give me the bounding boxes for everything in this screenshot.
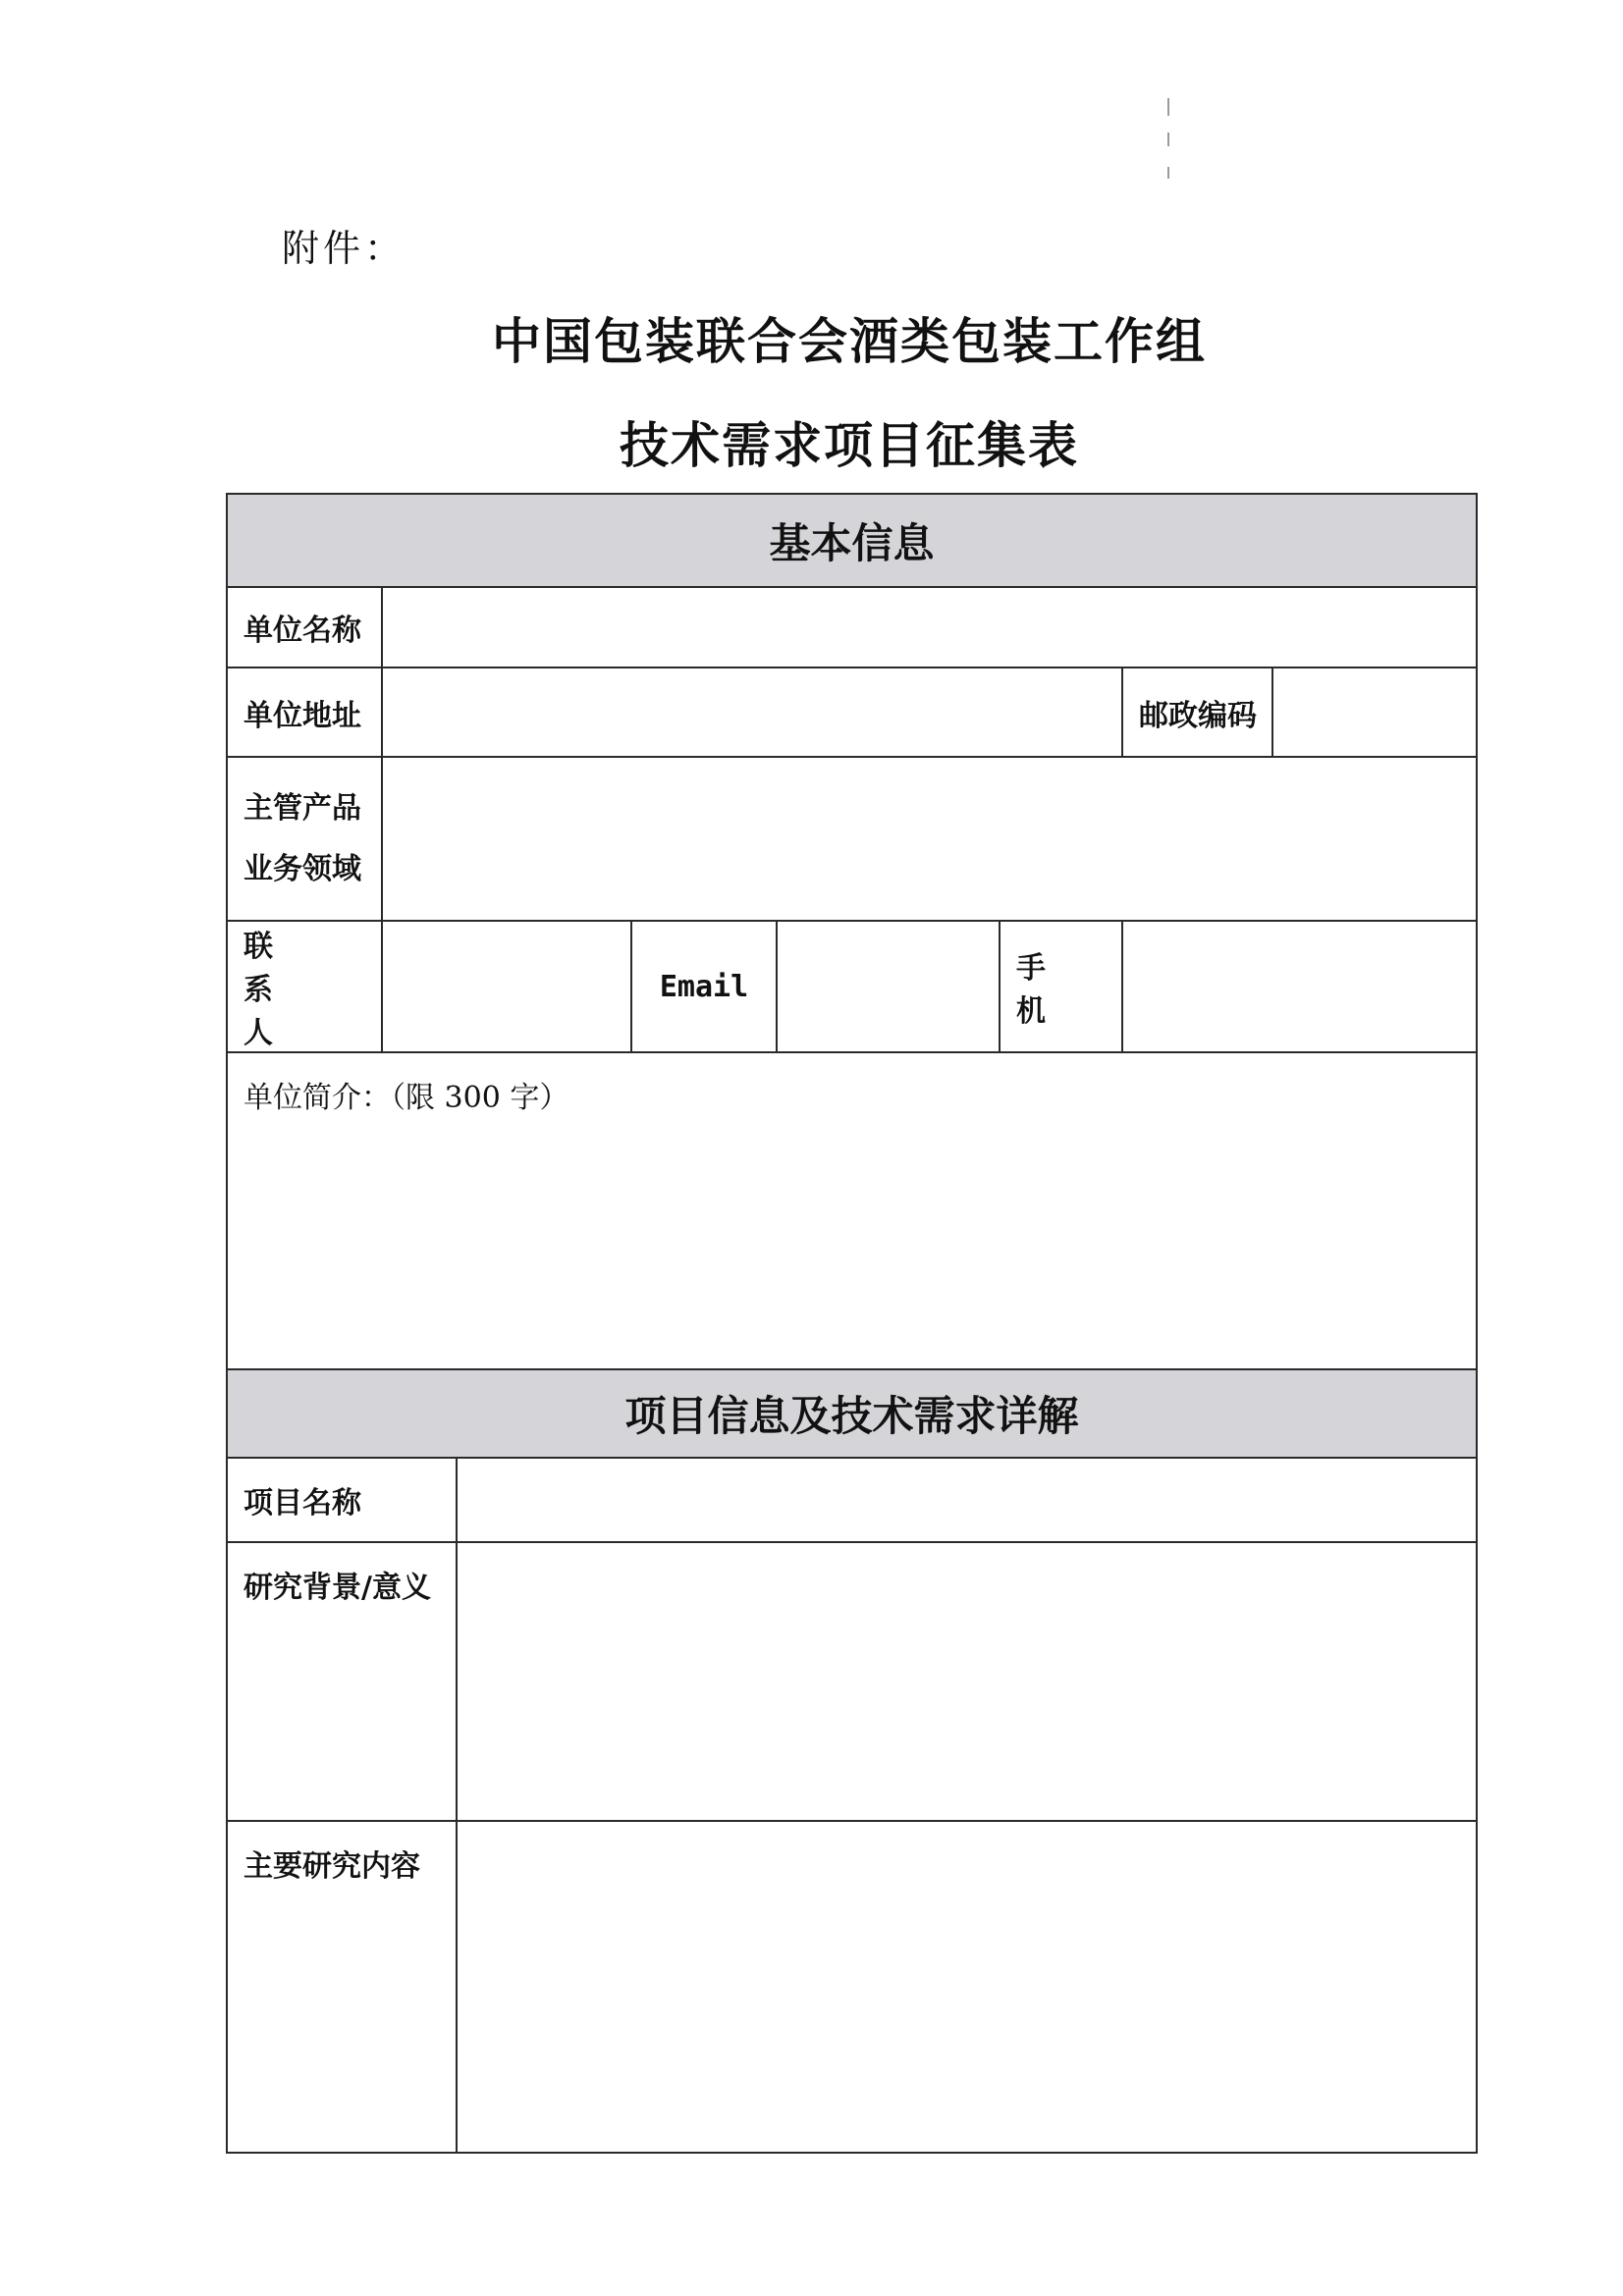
form-title-line1: 中国包装联合会酒类包装工作组 bbox=[492, 312, 1207, 370]
section-basic-info: 基本信息 bbox=[227, 494, 1477, 587]
main-products-label-line2: 业务领域 bbox=[243, 851, 361, 886]
scan-mark bbox=[1167, 98, 1169, 116]
research-background-field[interactable] bbox=[457, 1542, 1477, 1821]
project-name-label: 项目名称 bbox=[227, 1458, 457, 1542]
unit-name-field[interactable] bbox=[382, 587, 1477, 667]
main-research-content-field[interactable] bbox=[457, 1821, 1477, 2153]
main-products-label-line1: 主管产品 bbox=[243, 790, 361, 826]
unit-address-field[interactable] bbox=[382, 667, 1122, 757]
main-products-label bbox=[227, 757, 382, 921]
attachment-label: 附件： bbox=[282, 227, 406, 270]
research-background-label: 研究背景/意义 bbox=[227, 1542, 457, 1821]
main-research-content-label: 主要研究内容 bbox=[227, 1821, 457, 2153]
unit-intro-label: 单位简介：（限 300 字） bbox=[243, 1081, 569, 1115]
postal-code-label: 邮政编码 bbox=[1122, 667, 1272, 757]
form-title-line2: 技术需求项目征集表 bbox=[620, 416, 1079, 474]
unit-intro-field[interactable] bbox=[227, 1052, 1477, 1369]
section-project-info: 项目信息及技术需求详解 bbox=[227, 1369, 1477, 1458]
mobile-field[interactable] bbox=[1122, 921, 1477, 1052]
contact-person-label: 联 系 人 bbox=[227, 921, 382, 1052]
mobile-label: 手 机 bbox=[1000, 921, 1122, 1052]
scan-mark bbox=[1167, 167, 1169, 179]
unit-address-label: 单位地址 bbox=[227, 667, 382, 757]
contact-person-field[interactable] bbox=[382, 921, 631, 1052]
requirement-form-table bbox=[226, 493, 1478, 2154]
email-field[interactable] bbox=[777, 921, 1000, 1052]
main-products-field[interactable] bbox=[382, 757, 1477, 921]
project-name-field[interactable] bbox=[457, 1458, 1477, 1542]
scan-mark bbox=[1167, 133, 1169, 146]
postal-code-field[interactable] bbox=[1272, 667, 1477, 757]
email-label: Email bbox=[631, 921, 777, 1052]
unit-name-label: 单位名称 bbox=[227, 587, 382, 667]
